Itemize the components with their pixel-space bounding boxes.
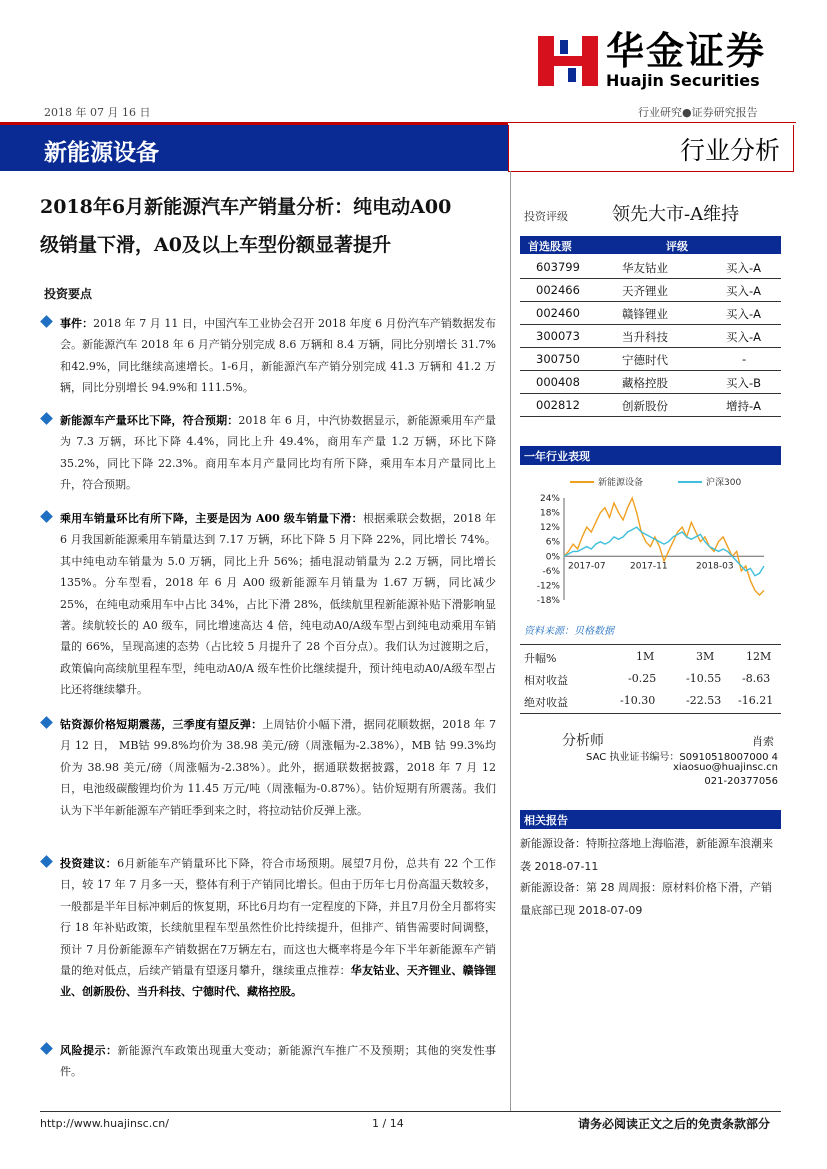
rating-label: 投资评级 xyxy=(524,210,568,223)
analyst-label: 分析师 xyxy=(562,733,604,749)
y-tick-label: 0% xyxy=(545,552,560,563)
y-tick-label: -12% xyxy=(536,581,560,592)
stock-name: 天齐锂业 xyxy=(622,284,668,298)
stock-rating: 买入-A xyxy=(726,330,762,344)
report-type: 行业分析 xyxy=(680,136,781,165)
performance-3m: -22.53 xyxy=(686,694,722,707)
performance-header-row xyxy=(520,646,781,668)
stock-code: 002812 xyxy=(536,398,580,412)
performance-chart xyxy=(520,470,782,610)
summary-paragraph-cobalt: 钴资源价格短期震荡，三季度有望反弹：上周钴价小幅下滑，据同花顺数据，2018 年 7 月 12 日， MB钴 99.8%均价为 38.98 美元/磅（周涨幅为-2.38%），MB 钴 99.3%均价为 38.98 美元/磅（周涨幅为-2.38%）。此外，据通联数据披露，2018 年 7 月 12 日，电池级碳酸锂均价为 11.45 万元/吨（周涨幅为-0.87%）。钴价短期有所震荡。我们认为下半年新能源车产销旺季到来之时，将拉动钴价反弹上涨。 xyxy=(44,714,496,821)
stock-code: 300073 xyxy=(536,329,580,343)
table-row xyxy=(520,690,781,712)
header-divider-right xyxy=(508,122,796,123)
stock-name: 赣锋锂业 xyxy=(622,307,668,321)
table-row xyxy=(520,348,781,371)
chart-source: 资料来源：贝格数据 xyxy=(524,626,614,637)
related-report-item[interactable]: 新能源设备：特斯拉落地上海临港，新能源车浪潮来袭 2018-07-11 xyxy=(520,837,773,873)
stock-name: 创新股份 xyxy=(622,399,668,413)
performance-12m: -8.63 xyxy=(742,672,771,685)
analyst-email[interactable]: xiaosuo@huajinsc.cn xyxy=(672,762,778,773)
page-number: 1 / 14 xyxy=(372,1117,404,1130)
table-row xyxy=(520,371,781,394)
performance-header-label: 升幅% xyxy=(524,652,557,665)
stock-code: 603799 xyxy=(536,260,580,274)
related-section-header xyxy=(520,810,781,829)
performance-section-header xyxy=(520,446,781,465)
analyst-phone: 021-20377056 xyxy=(704,776,778,787)
performance-header-1m: 1M xyxy=(636,650,655,663)
performance-table-top-rule xyxy=(520,644,781,645)
summary-paragraph-recommendation: 投资建议：6月新能车产销量环比下降，符合市场预期。展望7月份，总共有 22 个工作日，较 17 年 7 月多一天，整体有利于产销同比增长。但由于历年七月份高温天数较多，一般都是半年目标冲刺后的恢复期，环比6月均有一定程度的下降，并且7月份全月都将实行 18 年补贴政策，长续航里程车型虽然性价比持续提升，但排产、销售需要时间调整，预计 7 月份新能源车产销数据在7万辆左右，而这也大概率将是今年下半年新能源车产销量的绝对低点，后续产销量有望逐月攀升，继续重点推荐：华友钴业、天齐锂业、赣锋锂业、创新股份、当升科技、宁德时代、藏格控股。 xyxy=(44,853,496,1003)
summary-paragraph-sales: 乘用车销量环比有所下降，主要是因为 A00 级车销量下滑：根据乘联会数据，2018 年 6 月我国新能源乘用车销量达到 7.17 万辆，环比下降 5 月下降 22%，同比增长 74%。其中纯电动车销量为 5.0 万辆，同比上升 56%；插电混动销量为 2.2 万辆，同比增长 135%。分车型看，2018 年 6 月 A00 级新能源车月销量为 1.67 万辆，同比减少 25%，在纯电动乘用车中占比 34%，占比下滑 28%，低续航里程新能源补贴下滑影响显著。续航较长的 A0 级车，同比增速高达 4 倍，纯电动A0/A级车型占到纯电动乘用车销量的 66%，呈现高速的态势（占比较 5 月提升了 28 个百分点）。我们认为过渡期之后，政策偏向高续航里程车型，纯电动A0/A 级车性价比继续提升，预计纯电动A0/A级车型占比还将继续攀升。 xyxy=(44,508,496,701)
report-title-line2: 级销量下滑，A0及以上车型份额显著提升 xyxy=(40,234,391,256)
x-tick-label: 2017-11 xyxy=(630,561,668,572)
summary-paragraph-production: 新能源车产量环比下降，符合预期：2018 年 6 月，中汽协数据显示，新能源乘用车产量为 7.3 万辆，环比下降 4.4%，同比上升 49.4%，商用车产量 1.2 万辆，环比下降 35.2%，同比下降 22.3%。商用车本月产量同比均有所下降，乘用车本月产量同比上升，符合预期。 xyxy=(44,410,496,496)
y-tick-label: 24% xyxy=(539,494,560,504)
y-tick-label: 18% xyxy=(539,508,560,519)
table-row xyxy=(520,668,781,690)
stock-table-header xyxy=(520,236,781,254)
stock-rating: 增持-A xyxy=(726,399,762,413)
table-row xyxy=(520,325,781,348)
sector-title: 新能源设备 xyxy=(44,140,159,166)
stock-rating: 买入-A xyxy=(726,261,762,275)
rating-value: 领先大市-A维持 xyxy=(612,204,740,225)
footer-disclaimer: 请务必阅读正文之后的免责条款部分 xyxy=(578,1117,771,1131)
footer-divider xyxy=(40,1111,781,1112)
stock-code: 002460 xyxy=(536,306,580,320)
column-divider xyxy=(510,171,511,1111)
x-tick-label: 2017-07 xyxy=(568,561,606,572)
footer-url[interactable]: http://www.huajinsc.cn/ xyxy=(40,1117,169,1130)
report-date: 2018 年 07 月 16 日 xyxy=(44,106,151,119)
summary-paragraph-risk: 风险提示：新能源汽车政策出现重大变动；新能源汽车推广不及预期；其他的突发性事件。 xyxy=(44,1040,496,1083)
stock-rating: 买入-A xyxy=(726,284,762,298)
y-tick-label: 12% xyxy=(539,523,560,534)
related-section-title: 相关报告 xyxy=(524,814,568,827)
analyst-license: SAC 执业证书编号：S0910518007000 4 xyxy=(586,752,778,763)
performance-row-label: 相对收益 xyxy=(524,674,568,687)
table-row xyxy=(520,302,781,325)
performance-table-bottom-rule xyxy=(520,713,781,714)
brand-logo-mark xyxy=(538,36,598,86)
performance-header-12m: 12M xyxy=(746,650,772,663)
stock-code: 300750 xyxy=(536,352,580,366)
y-tick-label: -18% xyxy=(536,596,560,606)
stock-name: 华友钴业 xyxy=(622,261,668,275)
performance-row-label: 绝对收益 xyxy=(524,696,568,709)
stock-rating: 买入-A xyxy=(726,307,762,321)
stock-code: 002466 xyxy=(536,283,580,297)
stock-name: 藏格控股 xyxy=(622,376,668,390)
summary-label: 投资要点 xyxy=(44,287,93,301)
summary-paragraph-event: 事件：2018 年 7 月 11 日，中国汽车工业协会召开 2018 年度 6 月份汽车产销数据发布会。新能源汽车 2018 年 6 月产销分别完成 8.6 万辆和 8.4 万辆，同比分别增长 31.7%和42.9%，同比继续高速增长。1-6月，新能源汽车产销分别完成 41.3 万辆和 41.2 万辆，同比分别增长 94.9%和 111.5%。 xyxy=(44,313,496,399)
performance-section-title: 一年行业表现 xyxy=(524,450,590,463)
stock-header-rating: 评级 xyxy=(666,240,688,253)
performance-3m: -10.55 xyxy=(686,672,722,685)
related-report-item[interactable]: 新能源设备：第 28 周周报：原材料价格下滑，产销量底部已现 2018-07-09 xyxy=(520,881,772,917)
legend-label: 沪深300 xyxy=(706,478,742,488)
stock-code: 000408 xyxy=(536,375,580,389)
stock-rating: 买入-B xyxy=(726,376,762,390)
analyst-name: 肖索 xyxy=(752,735,774,748)
table-row xyxy=(520,256,781,279)
brand-name-cn: 华金证券 xyxy=(606,29,767,73)
y-tick-label: 6% xyxy=(545,537,560,548)
performance-1m: -10.30 xyxy=(620,694,656,707)
table-row xyxy=(520,394,781,417)
stock-name: 当升科技 xyxy=(622,330,668,344)
table-row xyxy=(520,279,781,302)
stock-name: 宁德时代 xyxy=(622,353,668,367)
x-tick-label: 2018-03 xyxy=(696,561,734,572)
report-title xyxy=(40,188,502,264)
stock-header-code: 首选股票 xyxy=(528,240,572,253)
report-title-line1: 2018年6月新能源汽车产销量分析：纯电动A00 xyxy=(40,196,452,218)
report-category: 行业研究●证券研究报告 xyxy=(638,106,758,119)
brand-name-en: Huajin Securities xyxy=(606,71,760,90)
performance-header-3m: 3M xyxy=(696,650,715,663)
legend-label: 新能源设备 xyxy=(598,478,644,488)
y-tick-label: -6% xyxy=(542,566,560,577)
performance-12m: -16.21 xyxy=(738,694,774,707)
stock-rating: - xyxy=(742,352,747,366)
performance-1m: -0.25 xyxy=(628,672,657,685)
